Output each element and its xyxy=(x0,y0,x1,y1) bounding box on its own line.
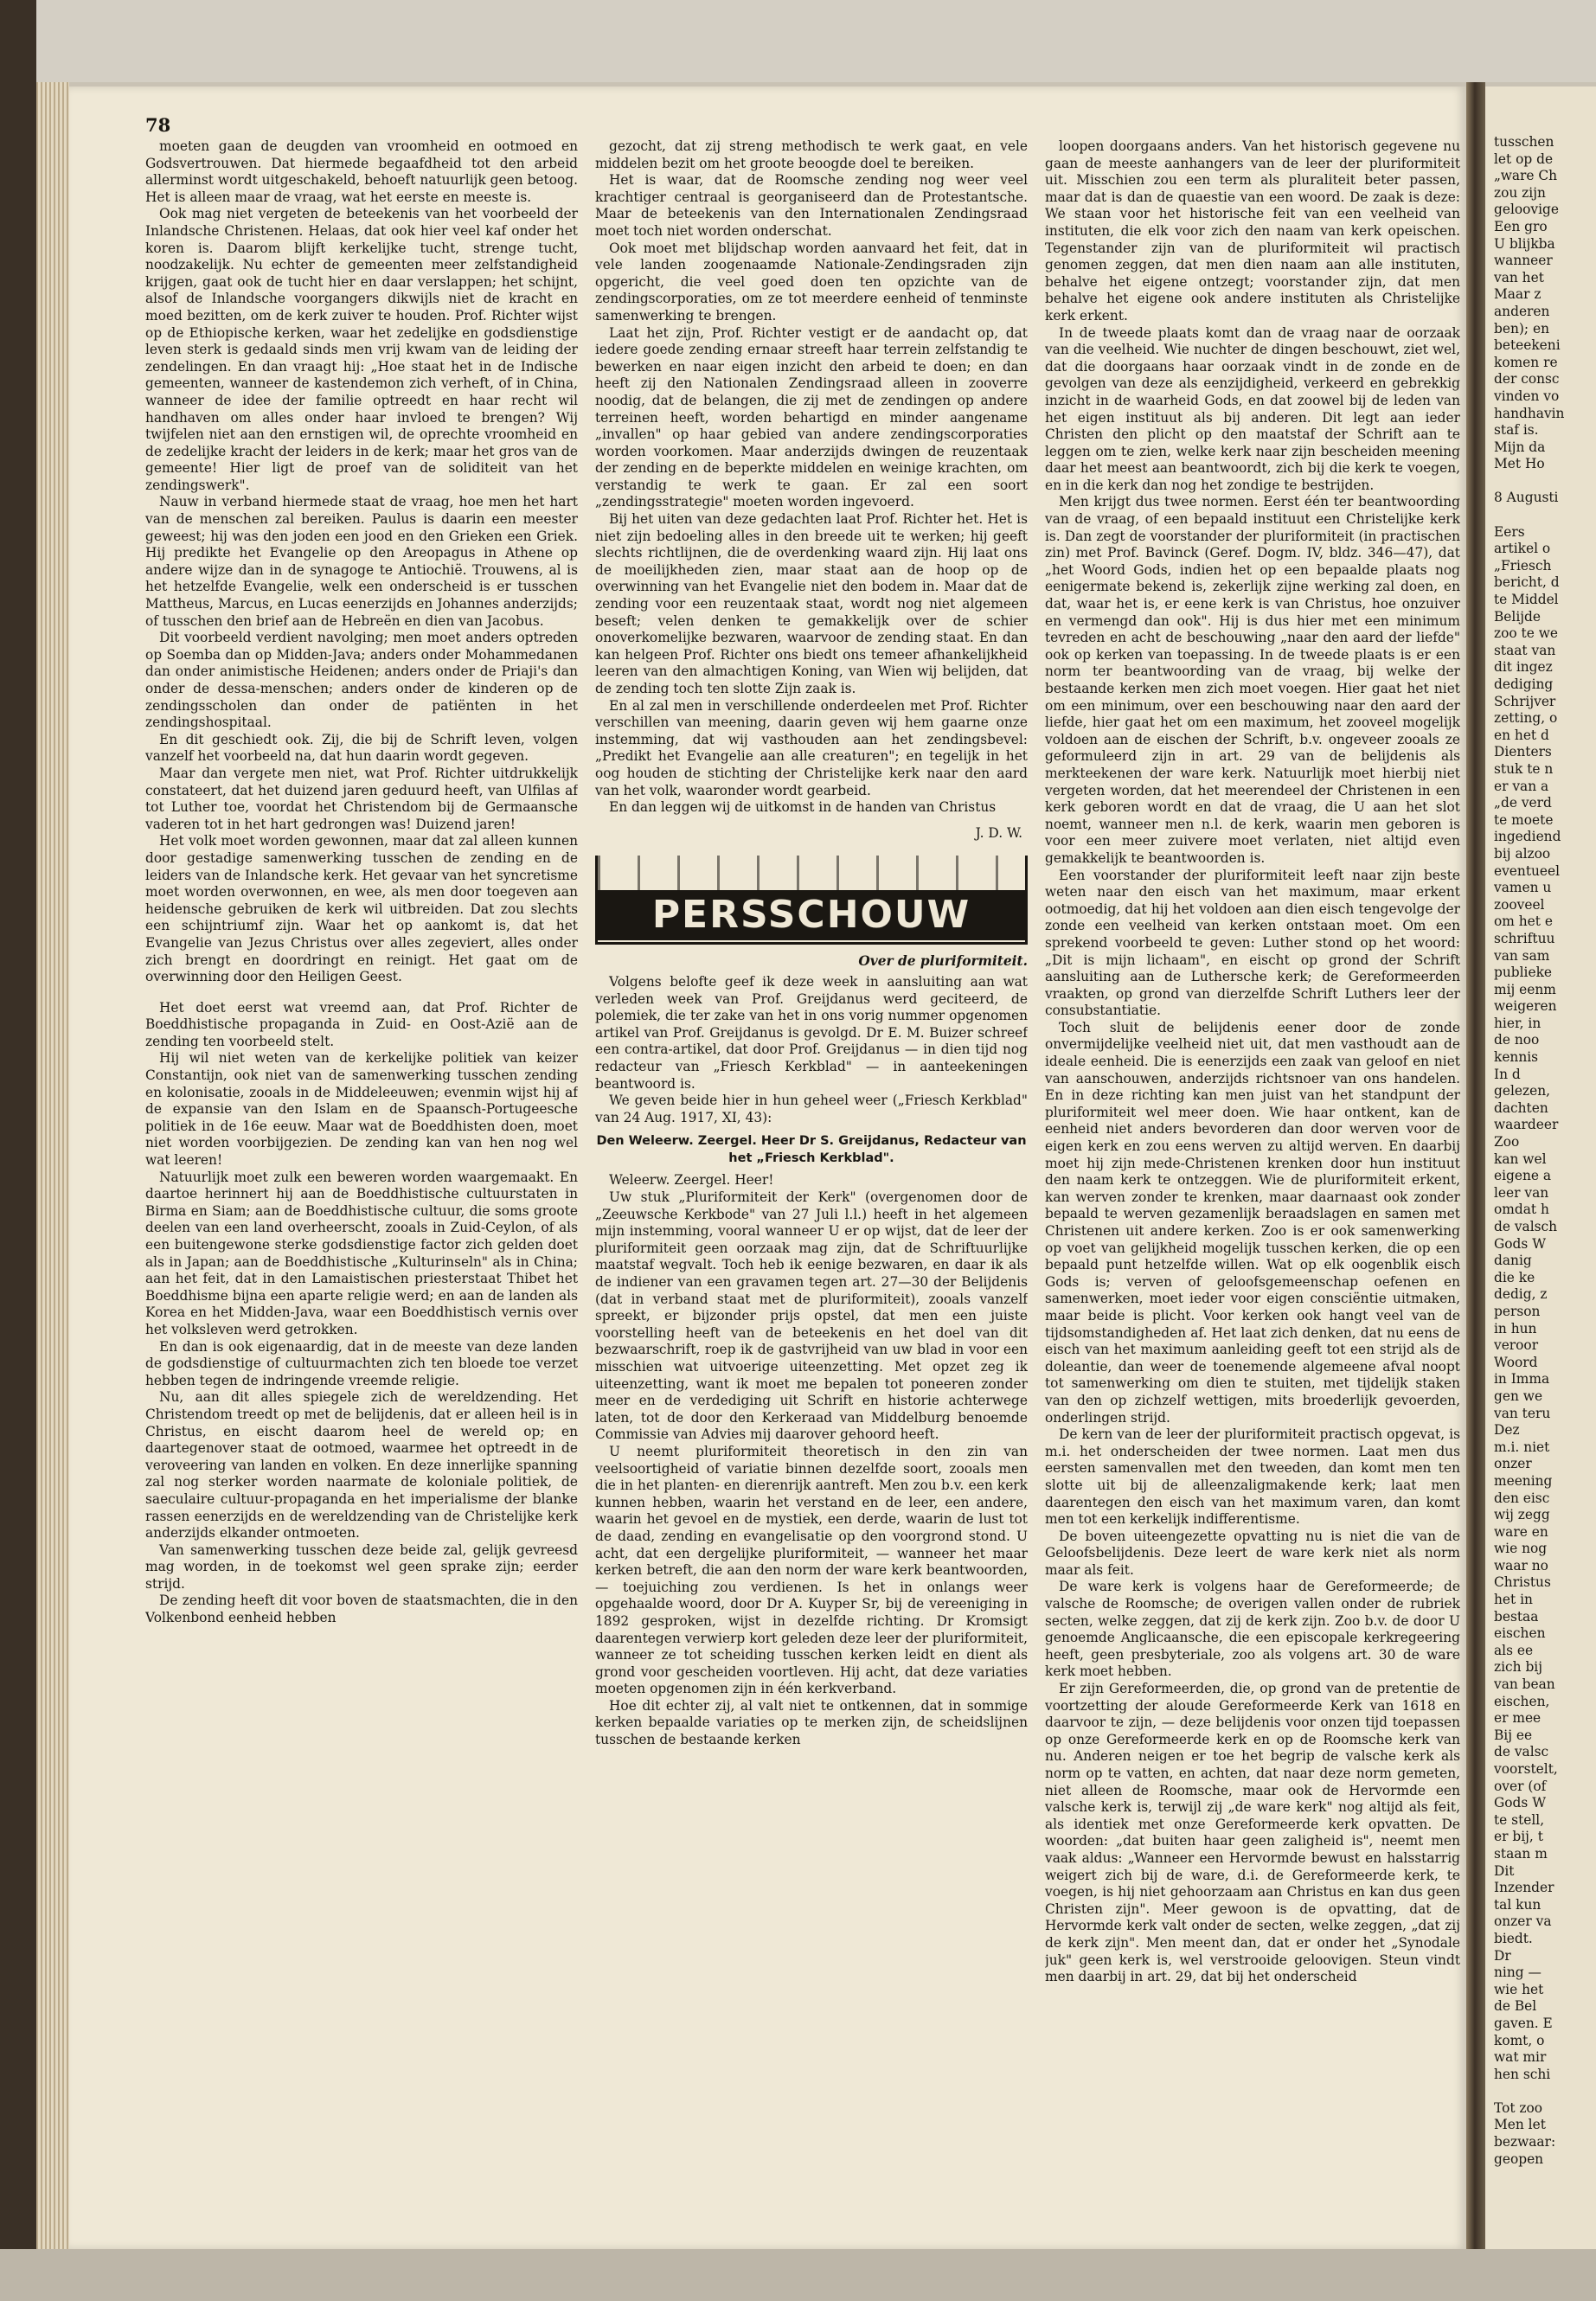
facing-page-line: te moete xyxy=(1494,811,1554,828)
facing-page-line: stuk te n xyxy=(1494,760,1554,777)
facing-page-line: Belijde xyxy=(1494,608,1541,625)
facing-page-line: ning — xyxy=(1494,1965,1542,1981)
facing-page-line: weigeren xyxy=(1494,998,1557,1015)
paragraph: De boven uiteengezette opvatting nu is niet die van de Geloofsbelijdenis. Deze leert de ware kerk niet als norm maar als feit. xyxy=(1045,1528,1460,1578)
paragraph: Natuurlijk moet zulk een beweren worden waargemaakt. En daartoe herinnert hij aan de Boeddhistische cultuurstaten in Birma en Siam; aan de Boeddhistische cultuur, die soms groote deelen van een land overheerscht, zooals in Zuid-Ceylon, of als een buitengewone sterke godsdienstige factor zich gelden doet als in Japan; aan de Boeddhistische „Kulturinseln" als in China; aan het feit, dat in den Lamaistischen priesterstaat Thibet het Boeddhisme bijna een aparte religie werd; en aan de landen als Korea en het Midden-Java, waar een Boeddhistisch vernis over het volksleven werd getrokken. xyxy=(145,1169,578,1337)
facing-page-line: van het xyxy=(1494,269,1544,285)
letter-heading: Den Weleerw. Zeergel. Heer Dr S. Greijdanus, Redacteur van het „Friesch Kerkblad". xyxy=(596,1134,1027,1165)
facing-page-line: van sam xyxy=(1494,947,1550,964)
facing-page-line: staat van xyxy=(1494,642,1556,658)
facing-page-line: hier, in xyxy=(1494,1015,1542,1031)
facing-page-line: de Bel xyxy=(1494,1998,1537,2015)
paragraph: U neemt pluriformiteit theoretisch in den zin van veelsoortigheid of variatie binnen dezelfde soort, zooals men die in het planten- en dierenrijk aantreft. Men zou b.v. een kerk kunnen hebben, waarin het verstand en de leer, een andere, waarin het gevoel en de mystiek, een derde, waarin de lust tot de daad, zending en evangelisatie op den voorgrond stond. U acht, dat een dergelijke pluriformiteit, — wanneer het maar kerken betreft, die aan den norm der ware kerk beantwoorden, — toejuiching zou verdienen. Is het in onlangs weer opgehaalde woord, door Dr A. Kuyper Sr, bij de vereeniging in 1892 gesproken, wijst in dezelfde richting. Dr Kromsigt daarentegen verwierp kort geleden deze leer der pluriformiteit, wanneer ze tot scheiding tusschen kerken leidt en dient als grond voor gescheiden voortleven. Hij acht, dat deze variaties moeten opgenomen zijn in één kerkverband. xyxy=(595,1443,1028,1697)
facing-page-line: ben); en xyxy=(1494,320,1549,336)
facing-page-line: den eisc xyxy=(1494,1490,1550,1506)
facing-page-line: meening xyxy=(1494,1472,1553,1489)
facing-page-line: er van a xyxy=(1494,778,1549,794)
paragraph: Er zijn Gereformeerden, die, op grond van de pretentie de voortzetting der aloude Gereformeerde Kerk van 1618 en daarvoor te zijn, — deze belijdenis voor onzen tijd toepassen op onze Gereformeerde kerk en op de Roomsche kerk van nu. Anderen neigen er toe het begrip de valsche kerk als norm op te vatten, en achten, dat naar deze norm gemeten, niet alleen de Roomsche, maar ook de Hervormde een valsche kerk is, terwijl zij „de ware kerk" nog altijd als feit, als identiek met onze Gereformeerde kerk opvatten. De woorden: „dat buiten haar geen zaligheid is", neemt men vaak aldus: „Wanneer een Hervormde bewust en halsstarrig weigert zich bij de ware, d.i. de Gereformeerde kerk, te voegen, is hij niet gehoorzaam aan Christus en kan dus geen Christen zijn". Meer gewoon is de opvatting, dat de Hervormde kerk valt onder de secten, welke zeggen, „dat zij de kerk zijn". Men meent dan, dat er onder het „Synodale juk" geen kerk is, wel verstrooide geloovigen. Steun vindt men daarbij in art. 29, dat bij het onderscheid xyxy=(1045,1681,1460,1985)
facing-page-line: Mijn da xyxy=(1494,439,1546,455)
facing-page-line xyxy=(1485,473,1564,490)
facing-page-line: van teru xyxy=(1494,1405,1551,1421)
paragraph: Het doet eerst wat vreemd aan, dat Prof. Richter de Boeddhistische propaganda in Zuid- en Oost-Azië aan de zending ten voorbeeld stelt. xyxy=(145,999,578,1049)
facing-page-edge xyxy=(1485,87,1596,2249)
paragraph: De ware kerk is volgens haar de Gereformeerde; de valsche de Roomsche; de overigen vallen onder de rubriek secten, welke zeggen, dat zij de kerk zijn. Zoo b.v. de door U genoemde Anglicaansche, die een episcopale kerkregeering heeft, geen presbyteriale, zoo als volgens art. 30 de ware kerk moet hebben. xyxy=(1045,1579,1460,1680)
column-1 xyxy=(145,138,578,2214)
facing-page-line: de valsc xyxy=(1494,1744,1549,1760)
facing-page-line: Dr xyxy=(1494,1947,1511,1964)
paragraph: Volgens belofte geef ik deze week in aansluiting aan wat verleden week van Prof. Greijdanus werd geciteerd, de polemiek, die ter zake van het in ons vorig nummer opgenomen artikel van Prof. Greijdanus is gevolgd. Dr E. M. Buizer schreef een contra-artikel, dat door Prof. Greijdanus — in dien tijd nog redacteur van „Friesch Kerkblad" — in aanteekeningen beantwoord is. xyxy=(595,973,1028,1092)
facing-page-line: wat mir xyxy=(1494,2049,1547,2066)
facing-page-line: anderen xyxy=(1494,303,1550,319)
facing-page-line: hen schi xyxy=(1494,2066,1551,2082)
facing-page-line: geloovige xyxy=(1494,202,1559,218)
facing-page-line: dediging xyxy=(1494,676,1554,692)
facing-page-line: tusschen xyxy=(1494,134,1554,150)
paragraph: Maar dan vergete men niet, wat Prof. Richter uitdrukkelijk constateert, dat het duizend jaren geduurd heeft, van Ulfilas af tot Luther toe, voordat het Christendom bij de Germaansche vaderen tot in het hart gedrongen was! Duizend jaren! xyxy=(145,765,578,832)
facing-page-line: zetting, o xyxy=(1494,710,1558,727)
facing-page-line: onzer xyxy=(1494,1456,1532,1472)
facing-page-line: ingediend xyxy=(1494,829,1561,845)
page-number: 78 xyxy=(145,114,171,136)
facing-page-line: voorstelt, xyxy=(1494,1761,1558,1777)
facing-page-line: Eers xyxy=(1494,523,1525,540)
facing-page-line: vamen u xyxy=(1494,880,1552,896)
facing-page-line: publieke xyxy=(1494,965,1553,981)
facing-page-line: staan m xyxy=(1494,1845,1548,1862)
facing-page-line: en het d xyxy=(1494,727,1549,743)
facing-page-line: wie nog xyxy=(1494,1541,1548,1557)
facing-page-line: gaven. E xyxy=(1494,2015,1553,2031)
facing-page-line: ware en xyxy=(1494,1523,1548,1540)
facing-page-line: zich bij xyxy=(1494,1659,1543,1676)
facing-page-line: Woord xyxy=(1494,1354,1538,1370)
persschouw-banner xyxy=(595,856,1028,945)
banner-title: PERSSCHOUW xyxy=(598,890,1025,940)
facing-page-line: artikel o xyxy=(1494,541,1551,557)
facing-page-line: eischen, xyxy=(1494,1693,1550,1709)
facing-page-line: m.i. niet xyxy=(1494,1439,1550,1455)
facing-page-line: handhavin xyxy=(1494,405,1565,421)
paragraph: Hoe dit echter zij, al valt niet te ontkennen, dat in sommige kerken bepaalde variaties op te merken zijn, de scheidslijnen tusschen de bestaande kerken xyxy=(595,1697,1028,1748)
facing-page-line: leer van xyxy=(1494,1184,1549,1201)
facing-page-line: 8 Augusti xyxy=(1494,490,1559,506)
book-gutter xyxy=(1466,82,1485,2249)
scan-background-left xyxy=(0,0,36,2301)
paragraph: Dit voorbeeld verdient navolging; men moet anders optreden op Soemba dan op Midden-Java; anders onder Mohammedanen dan onder animistische Heidenen; anders onder de Priaji's dan onder de dessa-menschen; anders onder de kinderen op de zendingsscholen dan onder de patiënten in het zendingshospitaal. xyxy=(145,630,578,731)
facing-page-line xyxy=(1485,507,1564,524)
facing-page-line: „de verd xyxy=(1494,795,1552,811)
facing-page-line: Schrijver xyxy=(1494,693,1556,709)
facing-page-line: eischen xyxy=(1494,1625,1546,1642)
facing-page-line: schriftuu xyxy=(1494,930,1555,946)
facing-page-line: eigene a xyxy=(1494,1168,1552,1184)
paragraph: gezocht, dat zij streng methodisch te werk gaat, en vele middelen bezit om het groote beoogde doel te bereiken. xyxy=(595,138,1028,171)
facing-page-line: Zoo xyxy=(1494,1134,1520,1150)
facing-page-line: veroor xyxy=(1494,1337,1539,1354)
paragraph: Het volk moet worden gewonnen, maar dat zal alleen kunnen door gestadige samenwerking tusschen de zending en de leiders van de Inlandsche kerk. Het gevaar van het syncretisme moet worden overwonnen, en wee, als men door toegeven aan heidensche gebruiken de kerk wil uitbreiden. Dat zou slechts een schijntriumf zijn. Waar het op aankomt is, dat het Evangelie van Jezus Christus over alles zegeviert, alles onder zich brengt en doordringt en reinigt. Het gaat om de overwinning door den Heiligen Geest. xyxy=(145,833,578,985)
facing-page-line: omdat h xyxy=(1494,1202,1549,1218)
section-gap xyxy=(145,986,578,1000)
facing-page-line: beteekeni xyxy=(1494,337,1561,354)
facing-page-line: mij eenm xyxy=(1494,981,1556,997)
letter-salutation: Weleerw. Zeergel. Heer! xyxy=(609,1172,774,1189)
facing-page-line: kan wel xyxy=(1494,1150,1547,1167)
paragraph: De kern van de leer der pluriformiteit practisch opgevat, is m.i. het onderscheiden der twee normen. Laat men dus eersten samenvallen met den tweeden, dan komt men ten slotte uit bij de alleenzaligmakende kerk; laat men daarentegen den eisch van het maximum varen, dan komt men tot een kerkelijk indifferentisme. xyxy=(1045,1426,1460,1528)
column-3 xyxy=(1045,138,1460,2214)
facing-page-line: zooveel xyxy=(1494,896,1545,913)
scan-background-top xyxy=(0,0,1596,82)
facing-page-line: gen we xyxy=(1494,1388,1543,1404)
facing-page-line: over (of xyxy=(1494,1778,1547,1794)
facing-page-line: dachten xyxy=(1494,1099,1548,1116)
banner-ornament xyxy=(598,856,1025,890)
facing-page-line: komt, o xyxy=(1494,2032,1545,2048)
facing-page-line: vinden vo xyxy=(1494,388,1560,404)
facing-page-line: Bij ee xyxy=(1494,1727,1533,1743)
facing-page-line: de valsch xyxy=(1494,1219,1558,1234)
facing-page-line: Een gro xyxy=(1494,218,1548,234)
facing-page-line: bestaa xyxy=(1494,1608,1539,1625)
facing-page-line: „ware Ch xyxy=(1494,168,1558,184)
paragraph: Het is waar, dat de Roomsche zending nog weer veel krachtiger centraal is georganiseerd dan de Protestantsche. Maar de beteekenis van den Internationalen Zendingsraad moet toch niet worden onderschat. xyxy=(595,172,1028,239)
facing-page-line: Tot zoo xyxy=(1494,2099,1543,2116)
facing-page-line: geopen xyxy=(1494,2150,1544,2167)
facing-page-line: dedig, z xyxy=(1494,1286,1548,1303)
facing-page-line: zou zijn xyxy=(1494,184,1546,201)
paragraph: En dan is ook eigenaardig, dat in de meeste van deze landen de godsdienstige of cultuurmachten zich ten bloede toe verzet hebben tegen de indringende vreemde religie. xyxy=(145,1338,578,1388)
facing-page-line: als ee xyxy=(1494,1642,1534,1658)
facing-page-line: in hun xyxy=(1494,1320,1537,1336)
newspaper-page xyxy=(69,87,1466,2249)
facing-page-line: person xyxy=(1494,1303,1541,1319)
facing-page-line: in Imma xyxy=(1494,1371,1550,1388)
facing-page-line: van bean xyxy=(1494,1676,1555,1693)
facing-page-line: eventueel xyxy=(1494,862,1561,879)
facing-page-line: danig xyxy=(1494,1253,1532,1269)
paragraph: Nu, aan dit alles spiegele zich de wereldzending. Het Christendom treedt op met de belijdenis, dat er alleen heil is in Christus, en eischt daarom heel de wereld op; en daartegenover staat de ootmoed, waarmee het optreedt in de veroveering van landen en volken. En deze innerlijke spanning zal nog sterker worden naarmate de koloniale politiek, de saeculaire cultuur-propaganda en het imperialisme der blanke rassen eenerzijds en de wereldzending van de Christelijke kerk anderzijds elkander ontmoeten. xyxy=(145,1389,578,1541)
paragraph: En dan leggen wij de uitkomst in de handen van Christus xyxy=(609,799,997,816)
paragraph: Hij wil niet weten van de kerkelijke politiek van keizer Constantijn, ook niet van de samenwerking tusschen zending en kolonisatie, zooals in de Middeleeuwen; evenmin wijst hij af de expansie van den Islam en de Spaansch-Portugeesche politiek in de 16e eeuw. Maar wat de Boeddhisten doen, moet niet worden voorbijgezien. De zending kan van hen nog wel wat leeren! xyxy=(145,1050,578,1169)
facing-page-line: Maar z xyxy=(1494,286,1542,303)
facing-page-line: „Friesch xyxy=(1494,557,1552,574)
facing-page-line: bezwaar: xyxy=(1494,2134,1556,2150)
scan-background-bottom xyxy=(0,2249,1596,2301)
paragraph: Men krijgt dus twee normen. Eerst één ter beantwoording van de vraag, of een bepaald instituut een Christelijke kerk is. Dan zegt de voorstander der pluriformiteit (in practischen zin) met Prof. Bavinck (Geref. Dogm. IV, bldz. 346—47), dat „het Woord Gods, indien het op een bepaalde plaats nog eenigermate bekend is, zekerlijk zijne werking zal doen, en dat, waar het is, er eene kerk is van Christus, hoe onzuiver en vermengd dan ook". Hij is dus hier met een minimum tevreden en acht de beschouwing „naar den aard der liefde" ook op kerken van toepassing. In de tweede plaats is er een norm ter beantwoording van de vraag, bij welke der bestaande kerken men zich moet voegen. Hier gaat het niet om een minimum, over een beschouwing naar den aard der liefde, hier gaat het om een maximum, het zooveel mogelijk voldoen aan de eischen der Schrift, b.v. ongeveer zooals ze geformuleerd zijn in art. 29 van de belijdenis als merkteekenen der ware kerk. Natuurlijk moet hierbij niet vergeten worden, dat het meerendeel der Christenen in een kerk geboren wordt en dat de vraag, die U aan het slot noemt, wanneer men n.l. de kerk, waarin men geboren is voor een meer zuivere moet verlaten, niet altijd even gemakkelijk te beantwoorden is. xyxy=(1045,494,1460,866)
facing-page-line: In d xyxy=(1494,1066,1521,1082)
facing-page-line: komen re xyxy=(1494,354,1558,370)
facing-page-line: Dienters xyxy=(1494,744,1552,760)
facing-page-line: wie het xyxy=(1494,1981,1544,1997)
facing-page-text xyxy=(1485,134,1564,2168)
facing-page-line: die ke xyxy=(1494,1269,1535,1285)
facing-page-line: let op de xyxy=(1494,151,1554,167)
paragraph: moeten gaan de deugden van vroomheid en ootmoed en Godsvertrouwen. Dat hiermede begaafdheid tot den arbeid allerminst wordt uitgeschakeld, behoeft natuurlijk geen betoog. Het is alleen maar de vraag, wat het eerste en meeste is. xyxy=(145,138,578,205)
paragraph: Toch sluit de belijdenis eener door de zonde onvermijdelijke veelheid niet uit, dat men vasthoudt aan de ideale eenheid. Die is eenerzijds een zaak van geloof en niet van aanschouwen, anderzijds richtsnoer van ons handelen. En in deze richting kan men juist van het standpunt der pluriformiteit wel meer doen. Wie haar ontkent, kan de eenheid niet anders bevorderen dan door werven voor de eigen kerk en zou eens werven zu altijd werven. En daarbij moet hij zijn mede-Christenen krenken door hun instituut den naam kerk te ontzeggen. Wie de pluriformiteit erkent, kan werven zonder te krenken, maar daarnaast ook zonder bepaald te werven gezamenlijk beraadslagen en samen met Christenen uit andere kerken. Zoo is er ook samenwerking op voet van gelijkheid mogelijk tusschen kerken, die op een bepaald punt hetzelfde willen. Wat op elk oogenblik eisch Gods is; verven of geloofsgemeenschap oefenen en samenwerken, moet ieder voor eigen consciëntie uitmaken, maar beide is plicht. Voor kerken ook hangt veel van de tijdsomstandigheden af. Het laat zich denken, dat nu eens de eisch van het maximum aanleiding geeft tot een strijd als de doleantie, dan weer de toenemende algemeene afval noopt tot samenwerking om dien te stuiten, met tijdelijk staken van den op zichzelf wettigen, mits broederlijk gevoerden, onderlingen strijd. xyxy=(1045,1019,1460,1426)
facing-page-line: om het e xyxy=(1494,913,1553,930)
facing-page-line: tal kun xyxy=(1494,1896,1542,1913)
facing-page-line: bij alzoo xyxy=(1494,845,1551,862)
facing-page-line: Gods W xyxy=(1494,1235,1547,1252)
facing-page-line: U blijkba xyxy=(1494,235,1555,252)
facing-page-line: gelezen, xyxy=(1494,1083,1551,1099)
facing-page-line: Gods W xyxy=(1494,1795,1547,1811)
facing-page-line: het in xyxy=(1494,1592,1533,1608)
facing-page-line: Men let xyxy=(1494,2117,1546,2133)
paragraph: Bij het uiten van deze gedachten laat Prof. Richter het. Het is niet zijn bedoeling alles in den breede uit te werken; hij geeft slechts richtlijnen, die de overdenking waard zijn. Hij laat ons de moeilijkheden zien, maar staat aan de hoop op de overwinning van het Evangelie niet den bodem in. Maar dat de zending voor een reuzentaak staat, wordt nog niet algemeen beseft; velen denken te gemakkelijk over de schier onoverkomelijke bezwaren, waarvoor de zending staat. En dan kan helgeen Prof. Richter ons biedt ons temeer afhankelijkheid leeren van den almachtigen Koning, van Wien wij belijden, dat de zending toch ten slotte Zijn zaak is. xyxy=(595,511,1028,696)
section-subtitle: Over de pluriformiteit. xyxy=(858,953,1028,970)
paragraph: Uw stuk „Pluriformiteit der Kerk" (overgenomen door de „Zeeuwsche Kerkbode" van 27 Juli l.l.) heeft in het algemeen mijn instemming, vooral wanneer U er op wijst, dat de leer der pluriformiteit geen oorzaak mag zijn, dat de Schriftuurlijke maatstaf wegvalt. Toch heb ik eenige bezwaren, en daar ik als de indiener van een gravamen tegen art. 27—30 der Belijdenis (dat in verband staat met de pluriformiteit), zooals vanzelf spreekt, er bijzonder prijs opstel, dat men een juiste voorstelling heeft van de beteekenis en het doel van dit bezwaarschrift, roep ik de gastvrijheid van uw blad in voor een misschien wat uitvoerige uiteenzetting. Met opzet zeg ik uiteenzetting, want ik moet me bepalen tot poneeren zonder meer en de verdediging uit Schrift en historie achterwege laten, tot de door den Kerkeraad van Middelburg benoemde Commissie van Advies mij daarover gehoord heeft. xyxy=(595,1189,1028,1443)
column-2 xyxy=(595,138,1028,2214)
facing-page-line: Dit xyxy=(1494,1862,1515,1879)
paragraph: We geven beide hier in hun geheel weer („Friesch Kerkblad" van 24 Aug. 1917, XI, 43): xyxy=(595,1093,1028,1125)
facing-page-line: te stell, xyxy=(1494,1811,1545,1828)
facing-page-line xyxy=(1485,2083,1564,2100)
author-signature: J. D. W. xyxy=(975,824,1022,841)
book-page-edges xyxy=(36,82,69,2249)
facing-page-line: kennis xyxy=(1494,1049,1539,1066)
paragraph: Laat het zijn, Prof. Richter vestigt er de aandacht op, dat iedere goede zending ernaar streeft haar terrein zelfstandig te bewerken en naar eigen inzicht den arbeid te doen; en dan heeft zij den Nationalen Zendingsraad alleen in zooverre noodig, dat de belangen, die zij met de zendingen op andere terreinen heeft, worden behartigd en minder aangename „invallen" op haar gebied van andere zendingscorporaties worden voorkomen. Maar anderzijds dwingen de reuzentaak der zending en de beperkte middelen en weinige krachten, om verstandig te werk te gaan. Er zal een soort „zendingsstrategie" moeten worden ingevoerd. xyxy=(595,324,1028,510)
paragraph: Nauw in verband hiermede staat de vraag, hoe men het hart van de menschen zal bereiken. Paulus is daarin een meester geweest; hij was den joden een jood en den Grieken een Griek. Hij predikte het Evangelie op den Areopagus in Athene op andere wijze dan in de synagoge te Antiochië. Trouwens, al is het hetzelfde Evangelie, welk een onderscheid is er tusschen Mattheus, Marcus, en Lucas eenerzijds en Johannes anderzijds; of tusschen den brief aan de Hebreën en dien van Jacobus. xyxy=(145,494,578,629)
facing-page-line: er mee xyxy=(1494,1710,1542,1727)
facing-page-line: Inzender xyxy=(1494,1880,1554,1896)
facing-page-line: te Middel xyxy=(1494,592,1559,608)
facing-page-line: wij zegg xyxy=(1494,1507,1550,1523)
facing-page-line: biedt. xyxy=(1494,1930,1533,1946)
facing-page-line: dit ingez xyxy=(1494,659,1553,676)
paragraph: Ook moet met blijdschap worden aanvaard het feit, dat in vele landen zoogenaamde Nationale-Zendingsraden zijn opgericht, die veel goed doen ten opzichte van de zendingscorporaties, om ze tot meerdere eenheid of tenminste samenwerking te brengen. xyxy=(595,240,1028,324)
facing-page-line: onzer va xyxy=(1494,1913,1552,1930)
paragraph: En dit geschiedt ook. Zij, die bij de Schrift leven, volgen vanzelf het voorbeeld na, dat hun daarin wordt gegeven. xyxy=(145,731,578,765)
paragraph: Een voorstander der pluriformiteit leeft naar zijn beste weten naar den eisch van het maximum, maar erkent ootmoedig, dat hij het voldoen aan dien eisch tengevolge der zonde een veelheid van kerken ontstaan moet. Om een sprekend voorbeeld te geven: Luther stond op het woord: „Dit is mijn lichaam", en eischt op grond der Schrift aansluiting aan de Luthersche kerk; de Gereformeerden vraakten, op grond van dierzelfde Schrift Luthers leer der consubstantiatie. xyxy=(1045,867,1460,1019)
paragraph: Van samenwerking tusschen deze beide zal, gelijk gevreesd mag worden, in de toekomst wel geen sprake zijn; eerder strijd. xyxy=(145,1541,578,1592)
facing-page-line: Christus xyxy=(1494,1574,1551,1591)
paragraph: En al zal men in verschillende onderdeelen met Prof. Richter verschillen van meening, daarin geven wij hem gaarne onze instemming, dat wij vasthouden aan het zendingsbevel: „Predikt het Evangelie aan alle creaturen"; en tegelijk in het oog houden de stichting der Christelijke kerk naar den aard van het volk, waaronder wordt gearbeid. xyxy=(595,697,1028,798)
paragraph: loopen doorgaans anders. Van het historisch gegevene nu gaan de meeste aanhangers van de leer der pluriformiteit uit. Misschien zou een term als pluraliteit beter passen, maar dat is dan de quaestie van een woord. De zaak is deze: We staan voor het historische feit van een veelheid van instituten, die elk voor zich den naam van kerk opeischen. Tegenstander zijn van de pluriformiteit wil practisch genomen zeggen, dat men dien naam aan alle instituten, behalve het eigene ontzegt; voorstander zijn, dat men behalve het eigene ook andere instituten als Christelijke kerk erkent. xyxy=(1045,138,1460,324)
facing-page-line: waardeer xyxy=(1494,1117,1559,1133)
facing-page-line: wanneer xyxy=(1494,253,1553,269)
facing-page-line: Met Ho xyxy=(1494,456,1545,472)
facing-page-line: zoo te we xyxy=(1494,625,1558,642)
facing-page-line: er bij, t xyxy=(1494,1829,1543,1845)
paragraph: In de tweede plaats komt dan de vraag naar de oorzaak van die veelheid. Wie nuchter de dingen beschouwt, ziet wel, dat die doorgaans haar oorzaak vindt in de zonde en de gevolgen van deze als eenzijdigheid, verkeerd en gebrekkig inzicht in de waarheid Gods, en dat zoowel bij de leden van het eigen instituut als bij anderen. Dit legt aan ieder Christen den plicht op den maatstaf der Schrift aan te leggen om te zien, welke kerk naar zijn bescheiden meening daar het meest aan beantwoordt, zich bij die kerk te voegen, en in die kerk dan nog het zondige te bestrijden. xyxy=(1045,324,1460,493)
facing-page-line: bericht, d xyxy=(1494,574,1560,591)
paragraph: De zending heeft dit voor boven de staatsmachten, die in den Volkenbond eenheid hebben xyxy=(145,1593,578,1626)
facing-page-line: waar no xyxy=(1494,1557,1548,1574)
facing-page-line: de noo xyxy=(1494,1032,1540,1048)
facing-page-line: der consc xyxy=(1494,371,1560,388)
paragraph: Ook mag niet vergeten de beteekenis van het voorbeeld der Inlandsche Christenen. Helaas, dat ook hier veel kaf onder het koren is. Daarom blijft kerkelijke tucht, strenge tucht, noodzakelijk. Nu echter de gemeenten meer zelfstandigheid krijgen, gaat ook de tucht hier en daar verslappen; het schijnt, alsof de Inlandsche voorgangers dikwijls niet de kracht en moed bezitten, om de kerk zuiver te houden. Prof. Richter wijst op de Ethiopische kerken, waar het zedelijke en godsdienstige leven sterk is gedaald sinds men vrij kwam van de leiding der zendelingen. En dan vraagt hij: „Hoe staat het in de Indische gemeenten, wanneer de kastendemon zich verheft, of in China, wanneer de idee der familie optreedt en haar recht wil handhaven om alles onder haar invloed te brengen? Wij twijfelen niet aan den ernstigen wil, de oprechte vroomheid en de zedelijke kracht der leiders in de kerk; maar het gros van de gemeente! Hier ligt de proef van de soliditeit van het zendingswerk". xyxy=(145,206,578,493)
facing-page-line: staf is. xyxy=(1494,422,1539,439)
facing-page-line: Dez xyxy=(1494,1422,1520,1439)
